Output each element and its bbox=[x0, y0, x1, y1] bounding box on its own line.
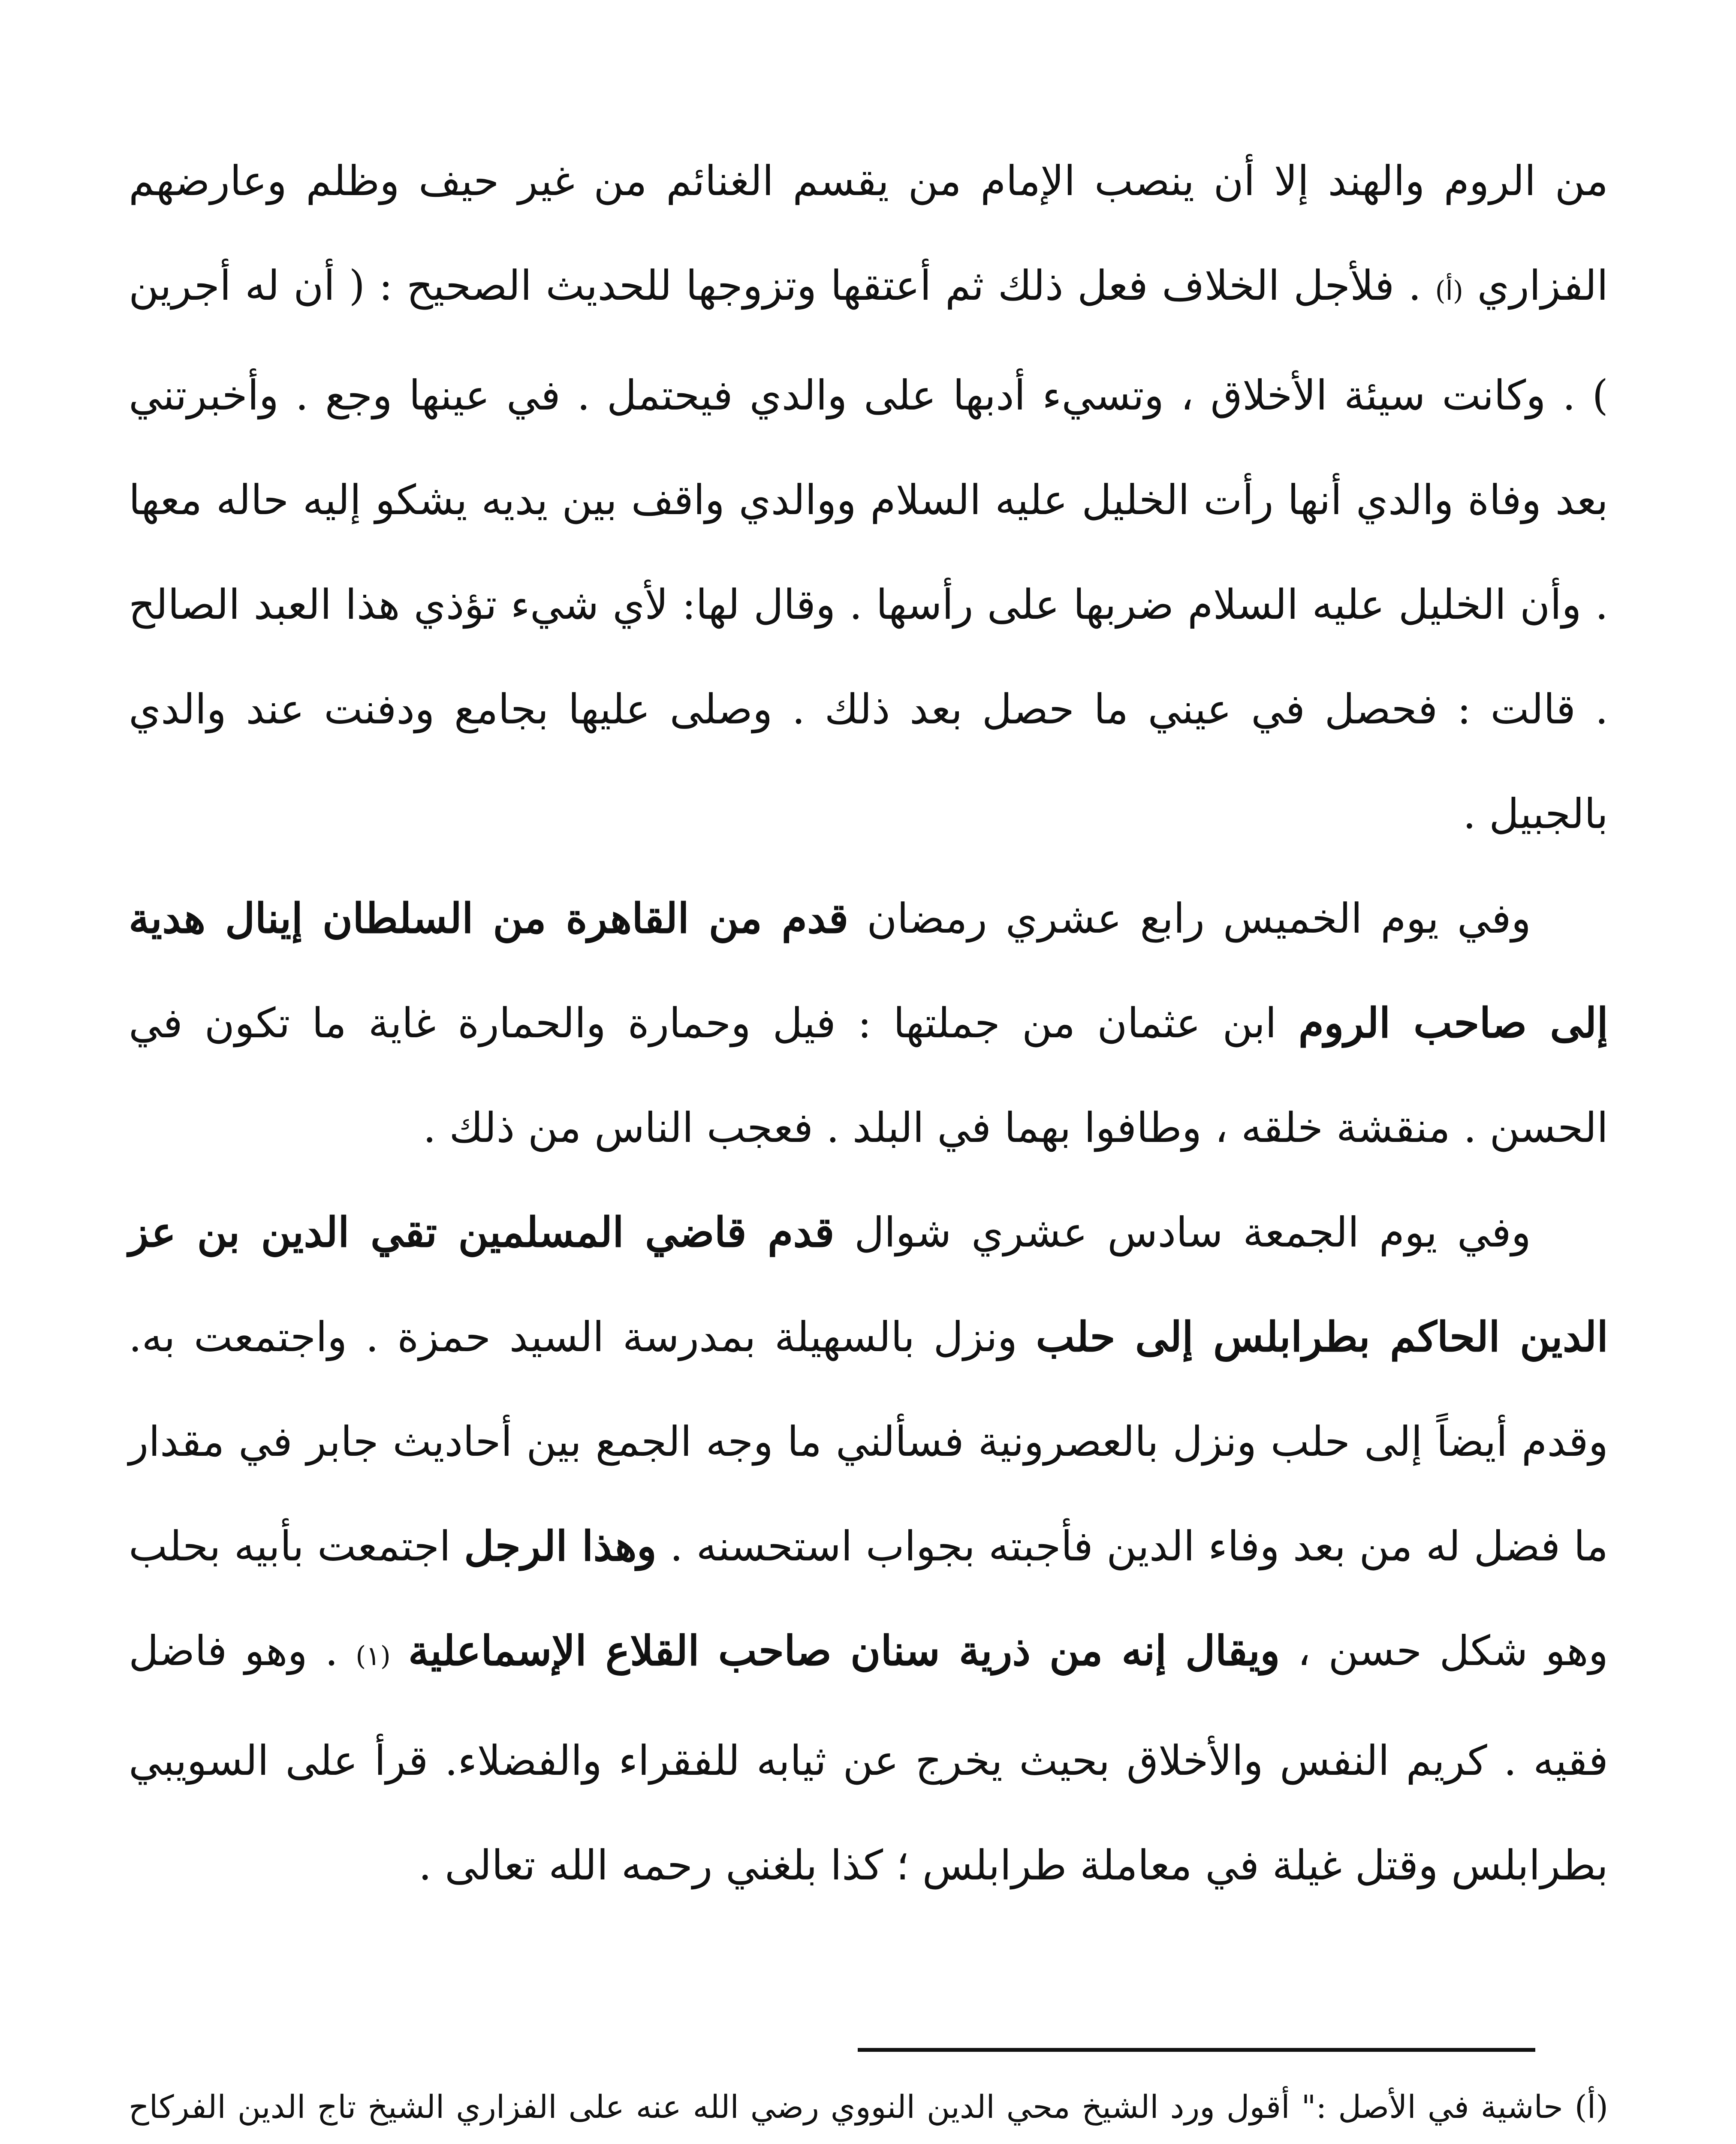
footnote-marker-1: (١) bbox=[356, 1640, 391, 1671]
footnotes-section bbox=[129, 2073, 1608, 2144]
paragraph-3-text-a: وفي يوم الجمعة سادس عشري شوال bbox=[834, 1208, 1531, 1256]
paragraph-3-text-c: اجتمعت بأبيه بحلب وهو شكل حسن ، bbox=[129, 1522, 1609, 1675]
paragraph-2-text-a: وفي يوم الخميس رابع عشري رمضان bbox=[848, 894, 1531, 943]
paragraph-3-highlight-1: قدم قاضي المسلمين تقي الدين بن عز الدين الحاكم بطرابلس إلى حلب bbox=[129, 1208, 1608, 1361]
paragraph-3-text-d bbox=[391, 1627, 408, 1675]
paragraph-3 bbox=[129, 1180, 1608, 1918]
paragraph-3-text-e: . وهو فاضل فقيه . كريم النفس والأخلاق بحيث يخرج عن ثيابه للفقراء والفضلاء. قرأ على السويبي بطرابلس وقتل غيلة في معاملة طرابلس ؛ كذا بلغني رحمه الله تعالى . bbox=[129, 1627, 1609, 1889]
paragraph-2-highlight: قدم من القاهرة من السلطان إينال هدية إلى صاحب الروم bbox=[129, 894, 1609, 1047]
paragraph-2-text-b: ابن عثمان من جملتها : فيل وحمارة والحمارة غاية ما تكون في الحسن . منقشة خلقه ، وطافوا بهما في البلد . فعجب الناس من ذلك . bbox=[129, 999, 1608, 1152]
footnote-alef: (أ) حاشية في الأصل :" أقول ورد الشيخ محي الدين النووي رضي الله عنه على الفزاري الشيخ تاج الدين الفركاح bbox=[129, 2089, 1608, 2126]
paragraph-3-text-b: ونزل بالسهيلة بمدرسة السيد حمزة . واجتمعت به. وقدم أيضاً إلى حلب ونزل بالعصرونية فسألني ما وجه الجمع بين أحاديث جابر في مقدار ما فضل له من بعد وفاء الدين فأجبته بجواب استحسنه . bbox=[129, 1313, 1609, 1570]
paragraph-3-highlight-2: وهذا الرجل bbox=[464, 1522, 657, 1570]
footnote-marker-alef: (أ) bbox=[1435, 275, 1464, 306]
paragraph-1 bbox=[129, 129, 1608, 866]
paragraph-3-highlight-3: ويقال إنه من ذرية سنان صاحب القلاع الإسماعلية bbox=[408, 1626, 1280, 1675]
footnote-divider bbox=[858, 2048, 1535, 2052]
paragraph-1-text-a: من الروم والهند إلا أن ينصب الإمام من يقسم الغنائم من غير حيف وظلم وعارضهم الفزاري bbox=[129, 157, 1609, 310]
paragraph-2 bbox=[129, 866, 1608, 1180]
main-text-body bbox=[129, 129, 1608, 1918]
paragraph-1-text-b: . فلأجل الخلاف فعل ذلك ثم أعتقها وتزوجها للحديث الصحيح : ( أن له أجرين ) . وكانت سيئة الأخلاق ، وتسيء أدبها على والدي فيحتمل . في عينها وجع . وأخبرتني بعد وفاة والدي أنها رأت الخليل عليه السلام ووالدي واقف بين يديه يشكو إليه حاله معها . وأن الخليل عليه السلام ضربها على رأسها . وقال لها: لأي شيء تؤذي هذا العبد الصالح . قالت : فحصل في عيني ما حصل بعد ذلك . وصلى عليها بجامع ودفنت عند والدي بالجبيل . bbox=[129, 262, 1608, 838]
